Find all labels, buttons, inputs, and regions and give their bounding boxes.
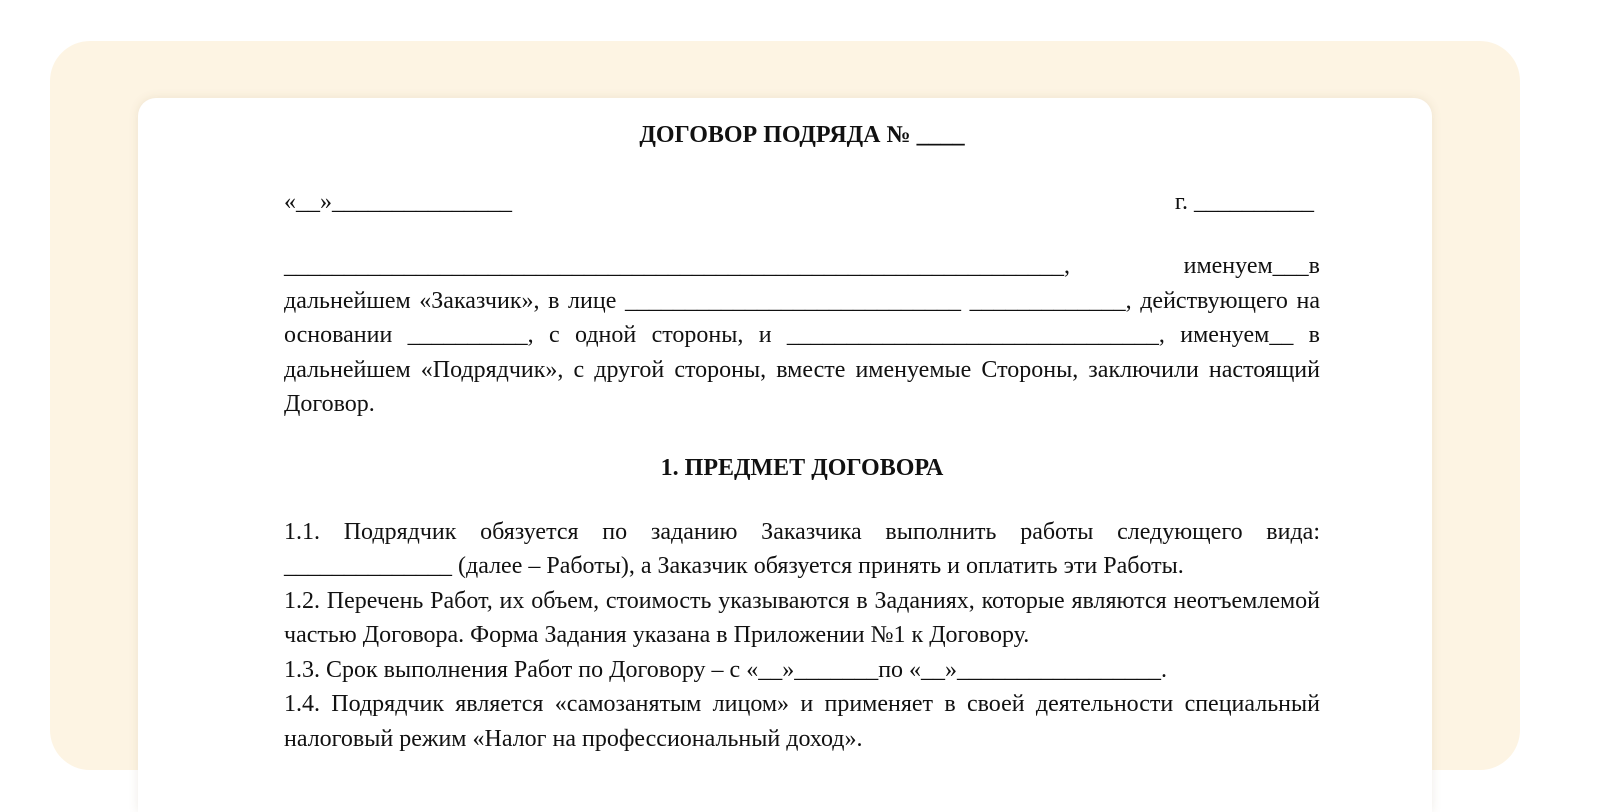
contract-date: «__»_______________ [284,189,512,215]
clause-1-3: 1.3. Срок выполнения Работ по Договору – с «__»_______по «__»_________________. [284,656,1168,683]
date-city-row [284,185,1320,219]
section-title-subject: 1. ПРЕДМЕТ ДОГОВОРА [660,454,944,481]
intro-paragraph: _________________________________________________________________, именуем___в дальнейшем «Заказчик», в лице ____________________________ _____________, действующего на основании __________, с одной стороны, и _______________________________, именуем__ в дальнейшем «Подрядчик», с другой стороны, вместе именуемые Стороны, заключили настоящий Договор. [284,253,1320,417]
document-title: ДОГОВОР ПОДРЯДА № ____ [639,122,965,148]
contract-city: г. __________ [1174,189,1314,215]
clause-1-4: 1.4. Подрядчик является «самозанятым лицом» и применяет в своей деятельности специальный налоговый режим «Налог на профессиональный доход». [284,691,1320,752]
document-content [284,118,1320,756]
clause-1-1: 1.1. Подрядчик обязуется по заданию Заказчика выполнить работы следующего вида: ______________ (далее – Работы), а Заказчик обязуется принять и оплатить эти Работы. [284,518,1320,579]
clause-1-2: 1.2. Перечень Работ, их объем, стоимость указываются в Заданиях, которые являются неотъемлемой частью Договора. Форма Задания указана в Приложении №1 к Договору. [284,587,1320,648]
document-sheet [138,98,1432,812]
